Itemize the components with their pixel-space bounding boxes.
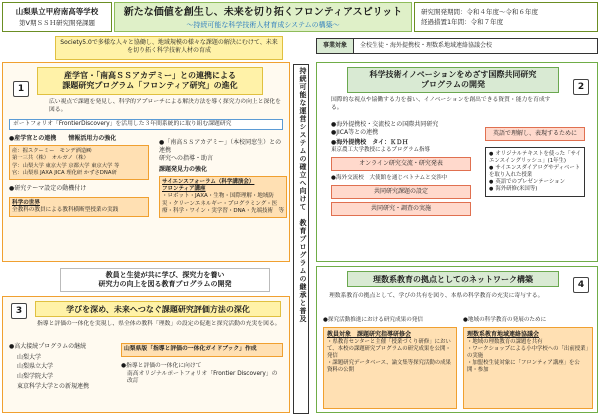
society-intro: Society5.0で多様な人々と協働し、地域規模の様々な課題の解決にむけて、未来を切り拓く科学技術人材の育成: [55, 36, 283, 60]
network-line: ・加盟校生徒対象に「フロンティア講座」を公開・参加: [467, 359, 580, 373]
academy-desc: 研究への指導・助言: [159, 154, 214, 162]
science-desc: 全教科の教員による教科横断型授業の実践: [12, 207, 119, 214]
joint-topic: 共同研究課題の設定: [331, 185, 471, 199]
lab-line: 官：山梨県 JAXA JICA 理化研 かずさDNA研: [12, 170, 117, 177]
target-label: 事業対象: [317, 39, 354, 53]
bottom-banner-line2: 研究力の向上を図る教育プログラムの開発: [98, 280, 232, 289]
academy-block: [159, 139, 287, 218]
forum-title: サイエンスフォーラム（科学講演会）: [162, 179, 255, 186]
section-4-desc: 理数系教育の拠点として、学びの共有を図り、本県の科学教育の充実に寄与する。: [329, 293, 544, 299]
frontier-title: フロンティア講座: [162, 186, 206, 193]
section-2-title-line1: 科学技術イノベーションをめざす国際共同研究: [369, 70, 537, 79]
vietnam-title: ●海外交流校 大使館を通じベトナムと交渉中: [331, 174, 448, 181]
overseas: ●海外提携校・交流校との国際共同研究: [331, 121, 439, 128]
lab-title: ●産学官との連携 情報活用力の強化: [9, 135, 117, 142]
english-item: ● 英語でのプレゼンテーション: [489, 179, 581, 186]
academy-title: ●「南高ＳＳアカデミー」（本校同窓生）との連携: [159, 139, 282, 154]
subtitle: ～持続可能な科学技術人材育成システムの構築～: [186, 21, 340, 29]
dev-title: 課題発見力の強化: [159, 166, 208, 174]
target-desc: 全校生徒・海外提携校・理数系地域連絡協議会校: [360, 42, 493, 50]
community-title: ●地域の科学教育の発展のために: [463, 317, 547, 323]
section-2-title-line2: プログラムの開発: [421, 80, 485, 90]
period: 研究開発期間：令和４年度～令和６年度: [421, 8, 538, 16]
bottom-banner: [60, 268, 270, 292]
lab-line: 第一三共（株） オルガノ（株）: [12, 155, 89, 162]
portfolio-title: ●指導と評価の一体化に向けて: [121, 363, 202, 369]
center-vertical-box: [293, 64, 309, 414]
english-item: ● 海外研修(米国等): [489, 186, 581, 193]
center-vertical-text: 持続可能な運営システムの確立へ向けて 教育プログラムの継承と普及: [299, 67, 307, 323]
practice-title: ●探究活動推進における研究成果の発信: [323, 317, 423, 323]
science-box: [9, 197, 149, 218]
title-header: [114, 2, 412, 32]
network-box: [463, 327, 593, 409]
frontier-desc: ・ロボット・JAXA・生物・国際理解・地域防災・クリーンエネルギー・プログラミング・医療・科学・ワイン・実学習・DNA・先端技術 等: [162, 193, 284, 214]
portfolio-line: ポートフォリオ「FrontierDiscovery」を活用した３年間系統的に取り組む課題研究: [9, 119, 283, 130]
lab-line: 学：山梨大学 東京大学 京都大学 東京大学 等: [12, 162, 120, 169]
bottom-banner-line1: 教員と生徒が共に学び、探究力を養い: [105, 271, 225, 279]
section-3-desc: 指導と評価の一体化を実現し、県全体の教科「理数」の設定の促進と探究活動の充実を図る。: [37, 321, 281, 327]
network-title: 理数系教育地域連絡協議会: [467, 331, 540, 338]
motivation-title: ●研究テーマ設定の動機付け: [9, 185, 87, 192]
section-2-badge: 2: [573, 79, 589, 95]
univ-item: 山梨大学: [17, 353, 42, 361]
partner-block: [331, 139, 471, 216]
univ-item: 山梨県立大学: [17, 363, 54, 371]
english-title: 英語で理解し、表現するために: [485, 127, 585, 141]
network-line: ・ワークショップによる小中学校への「出前授業」の実施: [467, 345, 589, 359]
thai-title: ●海外提携校 タイ：ＫＤＨ: [331, 139, 409, 146]
portfolio-desc: 南高オリジナルポートフォリオ「Frontier Discovery」の改訂: [127, 370, 278, 385]
jica: ●JICA等との連携: [331, 129, 379, 136]
section-2-title: [347, 67, 559, 93]
univ-item: 山梨学院大学: [17, 372, 54, 380]
period-box: [414, 2, 598, 32]
section-1-badge: 1: [13, 81, 29, 97]
univ-title: ●高大接続プログラムの継続: [9, 343, 87, 350]
section-3: [2, 296, 290, 413]
english-item: ● オリジナルテキストを使った「サイエンスイングリッシュ」(1年生): [489, 151, 581, 165]
section-1-desc: 広い視点で課題を発見し、科学的アプローチによる解決方法を導く探究力の向上と深化を図る。: [49, 99, 281, 113]
forum-box: [159, 176, 287, 218]
guidebook: 山梨県版「指導と評価の一体化ガイドブック」作成: [121, 343, 283, 357]
section-1-title-line2: 課題研究プログラム「フロンティア研究」の進化: [62, 81, 238, 91]
main-title: 新たな価値を創生し、未来を切り拓くフロンティアスピリット: [123, 7, 403, 18]
section-1: [2, 62, 290, 262]
section-1-title-line1: 産学官・「南高ＳＳアカデミー」との連携による: [64, 71, 236, 80]
designation: 第Ⅴ期ＳＳＨ研究開発課題: [19, 18, 95, 27]
thai-desc: 東京農工大学教授によるプログラム指導: [331, 146, 430, 153]
lab-line: 産：握スクーミー モンデ酒造㈱: [12, 147, 92, 154]
univ-block: [9, 343, 113, 391]
section-3-title: 学びを深め、未来へつなぐ課題研究評価方法の深化: [35, 301, 281, 317]
teacher-box: [323, 327, 457, 409]
section-1-title: [37, 67, 263, 95]
section-2: [316, 62, 598, 262]
motivation-block: [9, 185, 149, 217]
english-item: ● サイエンスダイアログやディベートを取り入れた授業: [489, 165, 581, 179]
teacher-line: ・県教育センターと主催「授業づくり研修」において、本校の課題研究プログラムの研究成果を公開・発信: [327, 338, 451, 359]
lab-block: [9, 135, 149, 180]
section-4-title: 理数系教育の拠点としてのネットワーク構築: [347, 271, 559, 287]
section-3-badge: 3: [11, 303, 27, 319]
univ-item: 東京科学大学との新規連携: [17, 382, 90, 390]
teacher-title: 教員対象 課題研究指導研修会: [327, 331, 412, 338]
school-name: 山梨県立甲府南高等学校: [15, 7, 99, 16]
elapsed: 経過措置1年間：令和７年度: [421, 18, 504, 27]
target-row: [316, 38, 598, 54]
english-list: [485, 147, 585, 197]
joint-survey: 共同研究・調査の実施: [331, 202, 471, 216]
science-title: 科学の世界: [12, 199, 40, 206]
univ-list: [9, 353, 113, 391]
lab-list: [9, 145, 149, 181]
online-box: オンライン研究交流・研究発表: [331, 157, 471, 171]
network-line: ・地域の理数教育の課題を共有: [467, 338, 543, 345]
section-4: [316, 266, 598, 413]
english-block: [485, 127, 585, 197]
school-header: [2, 2, 112, 32]
section-2-desc: 国際的な視点や協働する力を養い、イノベーションを創出できる資質・能力を育成する。: [331, 97, 551, 111]
teacher-line: ・課題研究データベース、論文集等探究活動の成果資料の公開: [327, 359, 451, 373]
portfolio-block: [121, 363, 283, 386]
section-4-badge: 4: [573, 277, 589, 293]
